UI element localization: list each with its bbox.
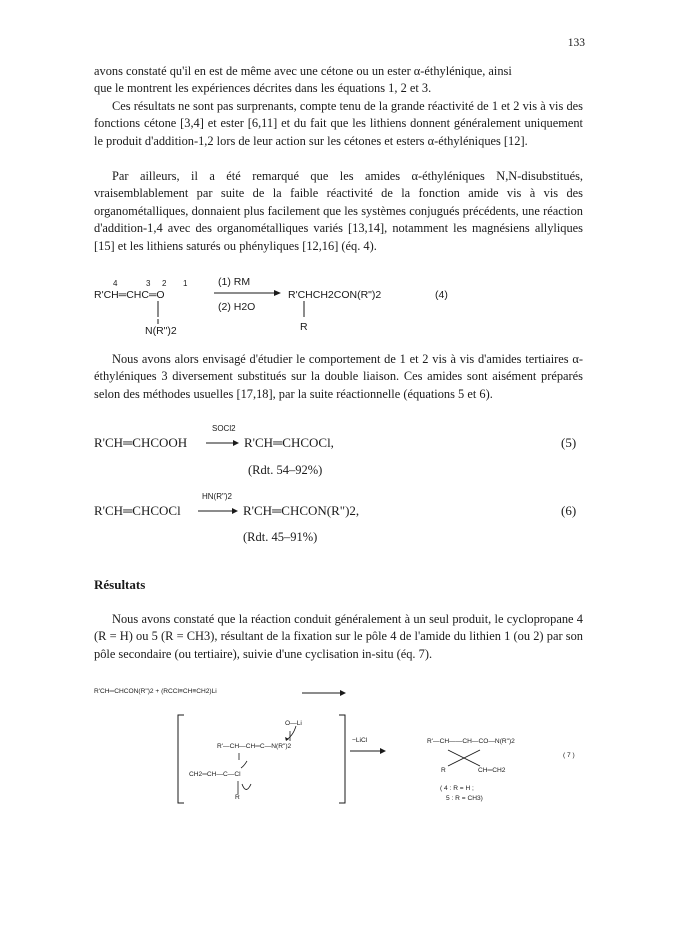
eq4-pos-1: 1	[183, 279, 188, 288]
eq6-reagent: HN(R")2	[202, 492, 232, 501]
eq7-licl: −LiCl	[352, 737, 368, 744]
eq7-intermediate-mid: R'—CH—CH═C—N(R")2	[217, 743, 292, 750]
eq7-note-2: 5 : R = CH3)	[446, 795, 483, 802]
eq7-product-top: R'—CH——CH—CO—N(R")2	[427, 738, 515, 745]
eq5-yield: (Rdt. 54–92%)	[248, 463, 323, 477]
eq7-reactants: R'CH═CHCON(R")2 + (RCCl≡CH≡CH2)Li	[94, 688, 217, 695]
paragraph-2: Ces résultats ne sont pas surprenants, compte tenu de la grande réactivité de 1 et 2 vis à vis des fonctions cétone [3,4] et ester [6,11] et du fait que les lithiens donnent généralement uniquement le produit d'addition-1,2 lors de leur action sur les cétones et esters α-éthyléniques [12].	[94, 99, 583, 148]
eq6-left: R'CH═CHCOCl	[94, 503, 181, 518]
eq7-intermediate-r: R	[235, 794, 240, 801]
eq6-yield: (Rdt. 45–91%)	[243, 530, 318, 544]
eq7-number: ( 7 )	[563, 752, 575, 759]
eq5-right: R'CH═CHCOCl,	[244, 435, 334, 450]
paragraph-5: Nous avons constaté que la réaction conduit généralement à un seul produit, le cyclopropane 4 (R = H) ou 5 (R = CH3), résultant de la fixation sur le pôle 4 de l'amide du lithien 1 (ou 2) par son pôle secondaire (ou tertiaire), suivie d'une cyclisation in-situ (éq. 7).	[94, 612, 583, 661]
eq4-pos-3: 3	[146, 279, 151, 288]
eq4-reagent-2: (2) H2O	[218, 301, 256, 313]
eq4-substituent: N(R")2	[145, 325, 177, 337]
eq6-number: (6)	[561, 503, 577, 518]
paragraph-4: Nous avons alors envisagé d'étudier le comportement de 1 et 2 vis à vis d'amides tertiaires α-éthyléniques 3 diversement substitués sur la double liaison. Ces amides sont aisément préparés selon des méthodes usuelles [17,18], par la suite réactionnelle (équations 5 et 6).	[94, 352, 583, 401]
eq4-product-substituent: R	[300, 321, 308, 333]
eq4-pos-2: 2	[162, 279, 167, 288]
eq4-product: R'CHCH2CON(R")2	[288, 289, 382, 301]
eq7-note-1: ( 4 : R = H ;	[440, 785, 474, 792]
eq4-reagent-1: (1) RM	[218, 276, 251, 288]
eq5-reagent: SOCl2	[212, 424, 236, 433]
eq7-intermediate-oli: O—Li	[285, 720, 302, 727]
section-heading: Résultats	[94, 577, 146, 592]
eq4-pos-4: 4	[113, 279, 118, 288]
eq4-number: (4)	[435, 289, 448, 301]
eq7-product-r: R	[441, 767, 446, 774]
eq7-product-vinyl: CH═CH2	[478, 767, 506, 774]
eq4-reactant: R'CH═CHC═O	[94, 289, 165, 301]
eq7-intermediate-low: CH2═CH—C—Cl	[189, 771, 241, 778]
eq5-number: (5)	[561, 435, 577, 450]
paragraph-1-line-1: avons constaté qu'il en est de même avec une cétone ou un ester α-éthylénique, ainsi	[94, 64, 512, 78]
paragraph-3: Par ailleurs, il a été remarqué que les amides α-éthyléniques N,N-disubstitués, vraisemblablement par suite de la faible réactivité de la fonction amide vis à vis des organométalliques, donnaient plus facilement que les systèmes conjugués précédents, une réaction d'addition-1,4 avec des organométalliques variés [13,14], notamment les magnésiens allyliques [15] et les lithiens saturés ou phényliques [12,16] (éq. 4).	[94, 169, 583, 253]
page-number: 133	[567, 37, 585, 49]
paragraph-1-line-2: que le montrent les expériences décrites dans les équations 1, 2 et 3.	[94, 81, 432, 95]
eq5-left: R'CH═CHCOOH	[94, 435, 188, 450]
eq6-right: R'CH═CHCON(R")2,	[243, 503, 360, 518]
